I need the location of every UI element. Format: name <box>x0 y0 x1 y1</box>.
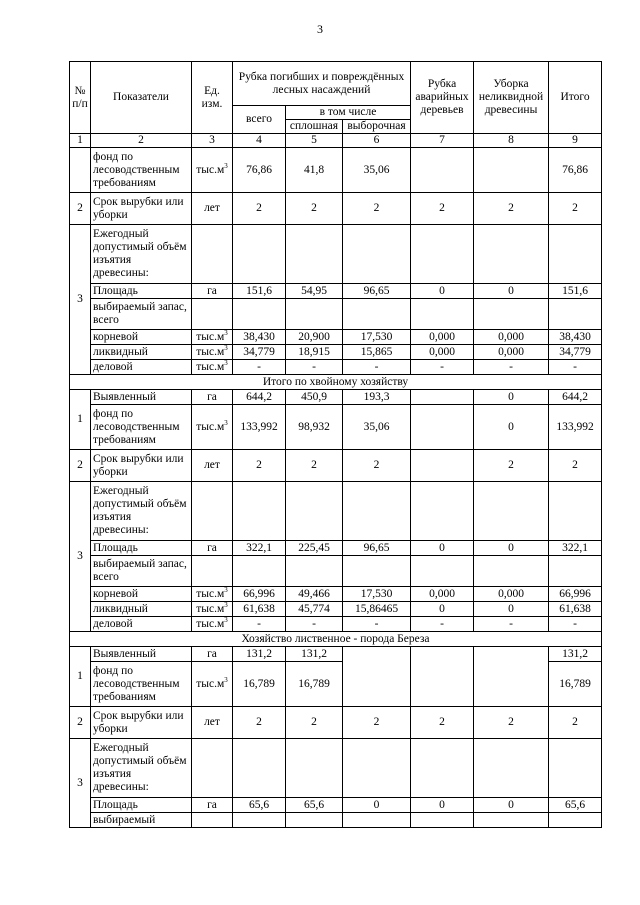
felling-table <box>69 61 602 828</box>
header-total-sub: всего <box>233 106 286 134</box>
header-num: № п/п <box>70 62 91 134</box>
section-title-conifer-total: Итого по хвойному хозяйству <box>70 375 602 390</box>
table-row: 1 Выявленный га 644,2 450,9 193,3 0 644,2 <box>70 390 602 405</box>
header-emergency: Рубка аварийных деревьев <box>411 62 474 134</box>
table-row: Площадь га 322,1 225,45 96,65 0 0 322,1 <box>70 541 602 556</box>
table-row: деловой $тыс.м^3$ - - - - - - <box>70 617 602 632</box>
table-row: ликвидный $тыс.м^3$ 34,779 18,915 15,865 0,000 0,000 34,779 <box>70 345 602 360</box>
header-selective: выборочная <box>343 120 411 134</box>
section-title-birch: Хозяйство лиственное - порода Береза <box>70 632 602 647</box>
table-row: фонд по лесоводственным требованиям $тыс.м^3$ 16,789 16,789 16,789 <box>70 662 602 707</box>
table-row: 3 Ежегодный допустимый объём изъятия древесины: <box>70 225 602 284</box>
table-row: 3 Ежегодный допустимый объём изъятия древесины: <box>70 739 602 798</box>
table-row: деловой $тыс.м^3$ - - - - - - <box>70 360 602 375</box>
table-row: фонд по лесоводственным требованиям $тыс.м^3$ 133,992 98,932 35,06 0 133,992 <box>70 405 602 450</box>
table-row: 1 Выявленный га 131,2 131,2 131,2 <box>70 647 602 662</box>
table-row: корневой $тыс.м^3$ 38,430 20,900 17,530 0,000 0,000 38,430 <box>70 330 602 345</box>
table-row: выбираемый запас, всего <box>70 299 602 330</box>
header-including: в том числе <box>286 106 411 120</box>
table-row: 3 Ежегодный допустимый объём изъятия древесины: <box>70 482 602 541</box>
table-row: фонд по лесоводственным требованиям $тыс.м^3$ 76,86 41,8 35,06 76,86 <box>70 148 602 193</box>
table-row: 2 Срок вырубки или уборки лет 2 2 2 2 2 <box>70 450 602 482</box>
table-row: ликвидный $тыс.м^3$ 61,638 45,774 15,86465 0 0 61,638 <box>70 602 602 617</box>
column-number-row: 1 2 3 4 5 6 7 8 9 <box>70 134 602 148</box>
header-unit: Ед. изм. <box>192 62 233 134</box>
header-grand-total: Итого <box>549 62 602 134</box>
header-clear: сплошная <box>286 120 343 134</box>
page-number: 3 <box>317 22 323 36</box>
table-row: Площадь га 65,6 65,6 0 0 0 65,6 <box>70 798 602 813</box>
header-cleanup: Уборка неликвидной древесины <box>474 62 549 134</box>
table-row: 2 Срок вырубки или уборки лет 2 2 2 2 2 2 <box>70 707 602 739</box>
table-row: 2 Срок вырубки или уборки лет 2 2 2 2 2 2 <box>70 193 602 225</box>
header-indicators: Показатели <box>91 62 192 134</box>
table-row: Площадь га 151,6 54,95 96,65 0 0 151,6 <box>70 284 602 299</box>
table-row: выбираемый <box>70 813 602 828</box>
table-row: корневой $тыс.м^3$ 66,996 49,466 17,530 0,000 0,000 66,996 <box>70 587 602 602</box>
table-row: выбираемый запас, всего <box>70 556 602 587</box>
header-felling-group: Рубка погибших и повреждённых лесных насаждений <box>233 62 411 106</box>
